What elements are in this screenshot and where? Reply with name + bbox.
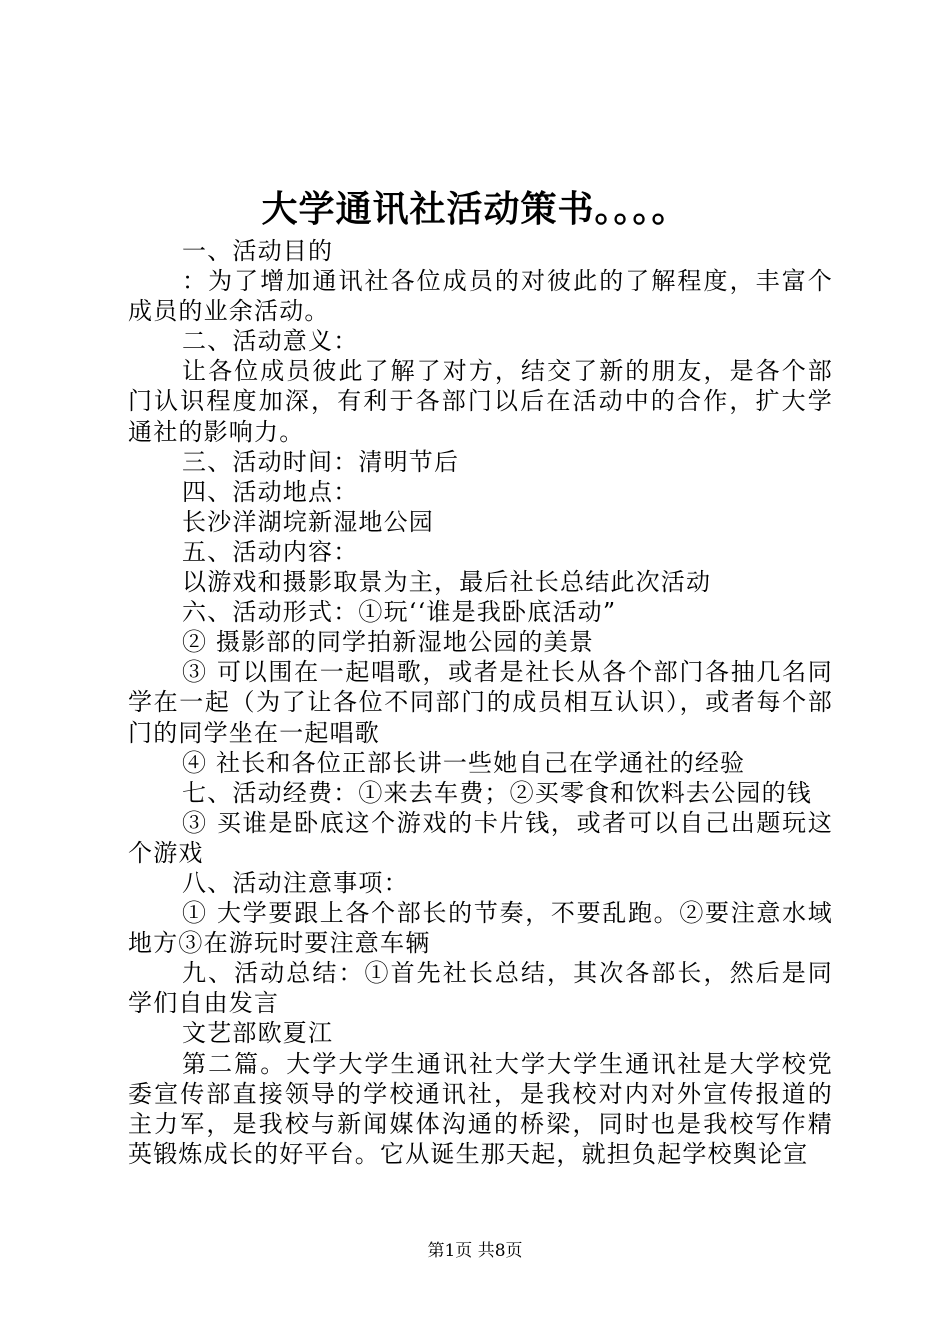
paragraph: 七、活动经费：①来去车费；②买零食和饮料去公园的钱: [182, 778, 812, 807]
paragraph: 以游戏和摄影取景为主，最后社长总结此次活动: [182, 568, 712, 597]
paragraph: 九、活动总结：①首先社长总结，其次各部长，然后是同学们自由发言: [128, 959, 833, 1018]
paragraph: 第二篇。大学大学生通讯社大学大学生通讯社是大学校党委宣传部直接领导的学校通讯社，是我校对内对外宣传报道的主力军，是我校与新闻媒体沟通的桥梁，同时也是我校写作精英锻炼成长的好平台。它从诞生那天起，就担负起学校舆论宣: [128, 1049, 833, 1168]
paragraph: 让各位成员彼此了解了对方，结交了新的朋友，是各个部门认识程度加深，有利于各部门以后在活动中的合作，扩大学通社的影响力。: [128, 357, 833, 446]
paragraph: 一、活动目的: [182, 237, 334, 265]
paragraph: 五、活动内容：: [182, 537, 359, 566]
paragraph: 文艺部欧夏江: [182, 1019, 334, 1048]
paragraph: ③ 可以围在一起唱歌，或者是社长从各个部门各抽几名同学在一起（为了让各位不同部门的成员相互认识），或者每个部门的同学坐在一起唱歌: [128, 658, 833, 747]
paragraph: ③ 买谁是卧底这个游戏的卡片钱，或者可以自己出题玩这个游戏: [128, 808, 833, 867]
document-body: [128, 236, 833, 1169]
paragraph: 二、活动意义：: [182, 327, 359, 356]
paragraph: 三、活动时间：清明节后: [182, 447, 460, 476]
paragraph: ① 大学要跟上各个部长的节奏，不要乱跑。②要注意水域地方③在游玩时要注意车辆: [128, 899, 833, 958]
paragraph: 四、活动地点：: [182, 477, 359, 506]
paragraph: 六、活动形式：①玩‘‘谁是我卧底活动”: [182, 598, 617, 627]
document-title: 大学通讯社活动策书。。。。: [261, 188, 689, 230]
paragraph: ：为了增加通讯社各位成员的对彼此的了解程度，丰富个成员的业余活动。: [128, 267, 833, 326]
paragraph: ④ 社长和各位正部长讲一些她自己在学通社的经验: [182, 748, 746, 777]
page-number-footer: 第1页 共8页: [427, 1241, 523, 1261]
paragraph: 八、活动注意事项：: [182, 868, 409, 897]
paragraph: ② 摄影部的同学拍新湿地公园的美景: [182, 628, 595, 657]
paragraph: 长沙洋湖垸新湿地公园: [182, 507, 434, 536]
